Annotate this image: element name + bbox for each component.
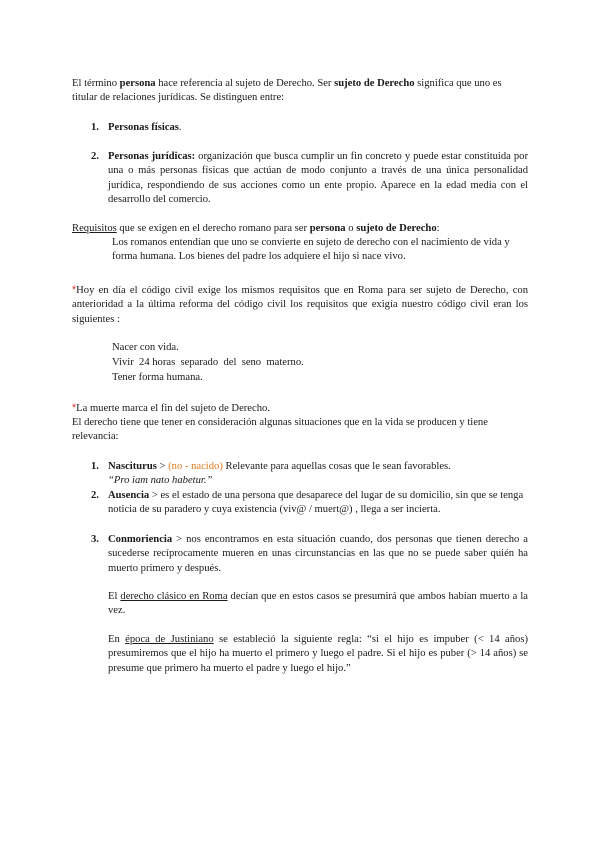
list-number: 3. — [91, 534, 99, 545]
hoy-paragraph: *Hoy en día el código civil exige los mismos requisitos que en Roma para ser sujeto de Derecho, con anterioridad a la última reforma del código civil los requisitos que exigía nuestro código civil eran los siguientes : — [72, 284, 528, 325]
list-item-conmoriencia: Conmoriencia > nos encontramos en esta situación cuando, dos personas que tienen derecho a sucederse recíprocamente mueren en unas circunstancias en las que no se puede saber quién ha muerto primero y después. — [108, 534, 528, 574]
list-item-ausencia: Ausencia > es el estado de una persona que desaparece del lugar de su domicilio, sin que se tenga noticia de su paradero y cuya existencia (viv@ / muert@) , llega a ser incierta. — [108, 490, 524, 516]
derecho-paragraph: El derecho tiene que tener en consideración algunas situaciones que en la vida se producen y tiene relevancia: — [72, 417, 488, 443]
derecho-clasico-paragraph: El derecho clásico en Roma decían que en estos casos se presumirá que ambos habían muerto a la vez. — [108, 591, 529, 617]
intro-paragraph: El término persona hace referencia al sujeto de Derecho. Ser sujeto de Derecho significa que uno es titular de relaciones jurídicas. Se distinguen entre: — [72, 78, 502, 104]
requisitos-description: Los romanos entendían que uno se convierte en sujeto de derecho con el nacimiento de vida y forma humana. Los bienes del padre los adquiere el hijo si nace vivo. — [112, 237, 510, 263]
list-item-personas-fisicas: Personas físicas. — [108, 122, 182, 133]
requirement-item: Tener forma humana. — [112, 372, 203, 383]
list-number: 2. — [91, 490, 99, 501]
asterisk-mark: * — [72, 402, 77, 414]
list-number: 1. — [91, 461, 99, 472]
list-item-personas-juridicas: Personas jurídicas: organización que busca cumplir un fin concreto y puede estar constituida por una o más personas físicas que actúan de modo conjunto a través de una única personalidad jurídica, respondiendo de sus acciones como un ente propio. Aparece en la edad media con el desarrollo del comercio. — [108, 151, 528, 206]
muerte-line: *La muerte marca el fin del sujeto de Derecho. — [72, 402, 270, 414]
requirement-item: Vivir 24 horas separado del seno materno. — [112, 357, 304, 368]
requisitos-heading: Requisitos que se exigen en el derecho romano para ser persona o sujeto de Derecho: — [72, 223, 440, 234]
justiniano-paragraph: En época de Justiniano se estableció la siguiente regla: “si el hijo es impuber (< 14 años) presumiremos que el hijo ha muerto el primero y luego el padre. Si el hijo es puber (> 14 años) se presume que primero ha muerto el padre y luego el hijo.” — [108, 634, 528, 674]
list-item-nasciturus: Nasciturus > (no - nacido) Relevante para aquellas cosas que le sean favorables. “Pro iam nato habetur.” — [108, 461, 451, 487]
asterisk-mark: * — [72, 284, 77, 296]
requirement-item: Nacer con vida. — [112, 342, 179, 353]
list-number: 1. — [91, 122, 99, 133]
list-number: 2. — [91, 151, 99, 162]
